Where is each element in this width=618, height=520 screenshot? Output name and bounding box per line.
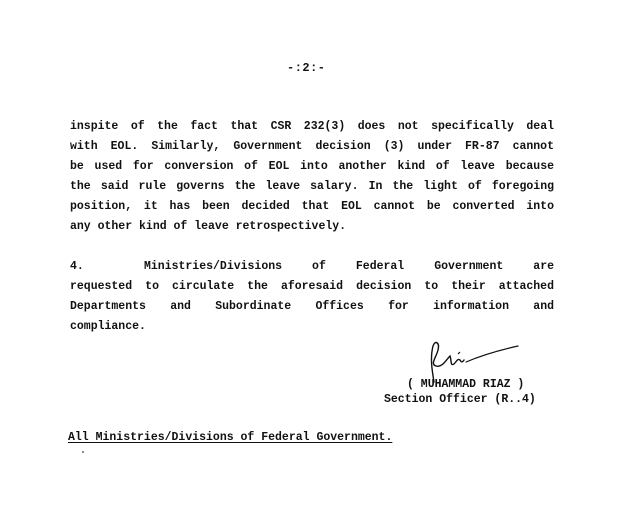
- paragraph-line: the said rule governs the leave salary. In the light of foregoing: [70, 180, 554, 193]
- signatory-name: ( MUHAMMAD RIAZ ): [407, 378, 525, 391]
- paragraph-line: Departments and Subordinate Offices for information and: [70, 300, 554, 313]
- paragraph-line: Ministries/Divisions of Federal Government are: [144, 260, 554, 273]
- paragraph-line: with EOL. Similarly, Government decision (3) under FR-87 cannot: [70, 140, 554, 153]
- paragraph-number: 4.: [70, 260, 84, 273]
- paragraph-4: [70, 257, 554, 337]
- distribution-list: All Ministries/Divisions of Federal Government.: [68, 431, 393, 444]
- scan-speck: [82, 451, 84, 453]
- paragraph-line: compliance.: [70, 320, 146, 333]
- paragraph-line: inspite of the fact that CSR 232(3) does not specifically deal: [70, 120, 554, 133]
- paragraph-line: position, it has been decided that EOL cannot be converted into: [70, 200, 554, 213]
- signatory-designation: Section Officer (R..4): [384, 393, 536, 406]
- paragraph-line: any other kind of leave retrospectively.: [70, 220, 347, 233]
- paragraph-line: requested to circulate the aforesaid decision to their attached: [70, 280, 554, 293]
- page-number: -:2:-: [287, 61, 326, 75]
- paragraph-line: be used for conversion of EOL into another kind of leave because: [70, 160, 554, 173]
- paragraph-continuation: [70, 117, 554, 237]
- paragraph-first-line: [70, 257, 554, 277]
